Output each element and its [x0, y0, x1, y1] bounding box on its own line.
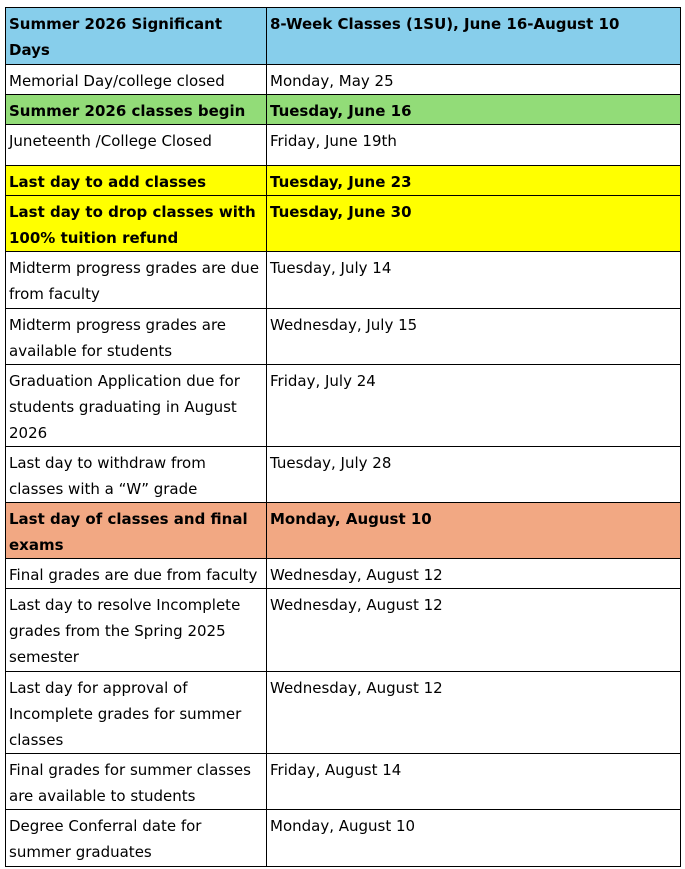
event-cell: Midterm progress grades are due from faculty	[6, 252, 267, 309]
date-cell: Monday, August 10	[267, 810, 681, 867]
date-cell: Monday, August 10	[267, 503, 681, 559]
table-row	[6, 589, 681, 672]
table-row	[6, 672, 681, 754]
date-cell: Tuesday, June 16	[267, 95, 681, 125]
table-row	[6, 65, 681, 95]
date-cell: Wednesday, July 15	[267, 309, 681, 365]
event-cell: Degree Conferral date for summer graduates	[6, 810, 267, 867]
event-cell: Last day for approval of Incomplete grades for summer classes	[6, 672, 267, 754]
event-cell: Juneteenth /College Closed	[6, 125, 267, 166]
date-cell: Friday, August 14	[267, 754, 681, 810]
event-cell: Last day to drop classes with 100% tuition refund	[6, 196, 267, 252]
table-row	[6, 559, 681, 589]
date-cell: Tuesday, July 14	[267, 252, 681, 309]
table-row	[6, 166, 681, 196]
event-cell: Last day of classes and final exams	[6, 503, 267, 559]
table-row	[6, 252, 681, 309]
date-cell: Wednesday, August 12	[267, 672, 681, 754]
date-cell: Friday, June 19th	[267, 125, 681, 166]
table-row	[6, 447, 681, 503]
header-session: 8-Week Classes (1SU), June 16-August 10	[267, 8, 681, 65]
date-cell: Tuesday, June 23	[267, 166, 681, 196]
table-row	[6, 754, 681, 810]
event-cell: Final grades are due from faculty	[6, 559, 267, 589]
event-cell: Memorial Day/college closed	[6, 65, 267, 95]
event-cell: Last day to resolve Incomplete grades from the Spring 2025 semester	[6, 589, 267, 672]
table-row	[6, 503, 681, 559]
event-cell: Final grades for summer classes are available to students	[6, 754, 267, 810]
event-cell: Midterm progress grades are available for students	[6, 309, 267, 365]
table-row	[6, 95, 681, 125]
event-cell: Last day to withdraw from classes with a “W” grade	[6, 447, 267, 503]
date-cell: Tuesday, July 28	[267, 447, 681, 503]
event-cell: Last day to add classes	[6, 166, 267, 196]
date-cell: Tuesday, June 30	[267, 196, 681, 252]
event-cell: Summer 2026 classes begin	[6, 95, 267, 125]
table-row	[6, 309, 681, 365]
table-row	[6, 196, 681, 252]
table-row	[6, 365, 681, 447]
table-header-row	[6, 8, 681, 65]
summer-calendar-table	[5, 7, 681, 867]
header-title: Summer 2026 Significant Days	[6, 8, 267, 65]
date-cell: Monday, May 25	[267, 65, 681, 95]
table-row	[6, 810, 681, 867]
date-cell: Friday, July 24	[267, 365, 681, 447]
table-row	[6, 125, 681, 166]
event-cell: Graduation Application due for students graduating in August 2026	[6, 365, 267, 447]
date-cell: Wednesday, August 12	[267, 559, 681, 589]
date-cell: Wednesday, August 12	[267, 589, 681, 672]
